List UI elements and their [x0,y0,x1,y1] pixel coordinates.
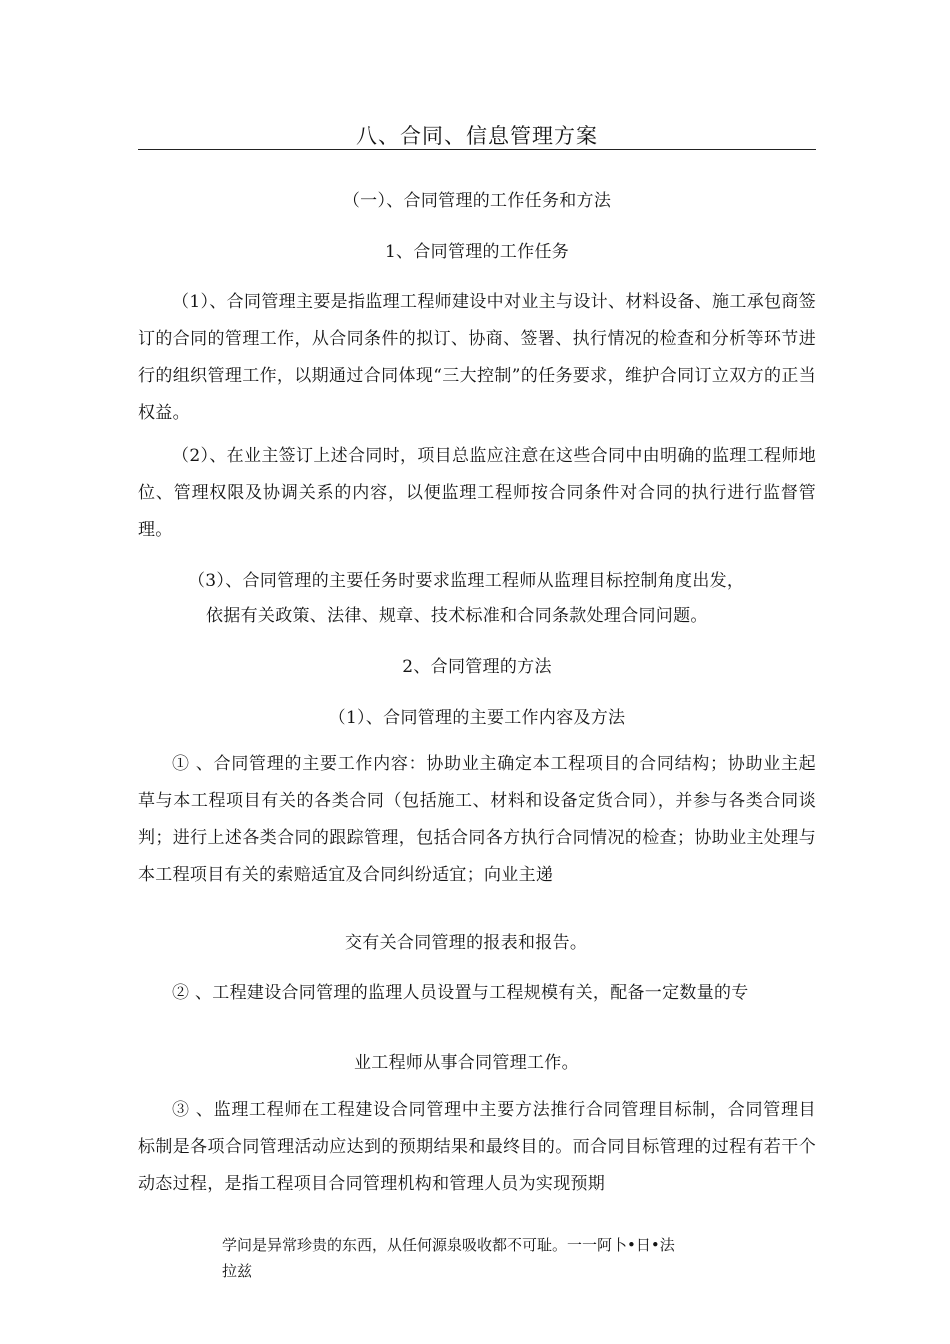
page-title: 八、合同、信息管理方案 [356,124,598,148]
footer-quote-line-2: 拉兹 [222,1262,253,1280]
paragraph-3-line-2: 依据有关政策、法律、规章、技术标准和合同条款处理合同问题。 [206,606,708,626]
section-heading: （一）、合同管理的工作任务和方法 [342,191,612,211]
footer-quote [222,1232,742,1284]
paragraph-3-line-1: （3）、合同管理的主要任务时要求监理工程师从监理目标控制角度出发， [188,571,745,591]
subsection-heading-2-1: （1）、合同管理的主要工作内容及方法 [328,708,626,728]
paragraph-5-tail: 业工程师从事合同管理工作。 [354,1053,579,1073]
paragraph-5: ② 、工程建设合同管理的监理人员设置与工程规模有关，配备一定数量的专 [172,983,749,1003]
subsection-heading-2: 2、合同管理的方法 [402,657,552,677]
paragraph-6: ③ 、监理工程师在工程建设合同管理中主要方法推行合同管理目标制，合同管理目标制是各项合同管理活动应达到的预期结果和最终目的。而合同目标管理的过程有若干个动态过程，是指工程项目合同管理机构和管理人员为实现预期 [138,1100,816,1194]
paragraph-1: （1）、合同管理主要是指监理工程师建设中对业主与设计、材料设备、施工承包商签订的合同的管理工作，从合同条件的拟订、协商、签署、执行情况的检查和分析等环节进行的组织管理工作，以期通过合同体现“三大控制”的任务要求，维护合同订立双方的正当权益。 [138,292,816,423]
paragraph-4: ① 、合同管理的主要工作内容：协助业主确定本工程项目的合同结构；协助业主起草与本工程项目有关的各类合同（包括施工、材料和设备定货合同），并参与各类合同谈判；进行上述各类合同的跟踪管理，包括合同各方执行合同情况的检查；协助业主处理与本工程项目有关的索赔适宜及合同纠纷适宜；向业主递 [138,754,816,885]
subsection-heading: 1、合同管理的工作任务 [384,242,570,262]
paragraph-4-tail: 交有关合同管理的报表和报告。 [345,933,588,953]
footer-quote-line-1: 学问是异常珍贵的东西，从任何源泉吸收都不可耻。一一阿卜•日•法 [222,1236,675,1254]
title-underline [138,149,816,150]
paragraph-2: （2）、在业主签订上述合同时，项目总监应注意在这些合同中由明确的监理工程师地位、管理权限及协调关系的内容，以便监理工程师按合同条件对合同的执行进行监督管理。 [138,446,816,540]
